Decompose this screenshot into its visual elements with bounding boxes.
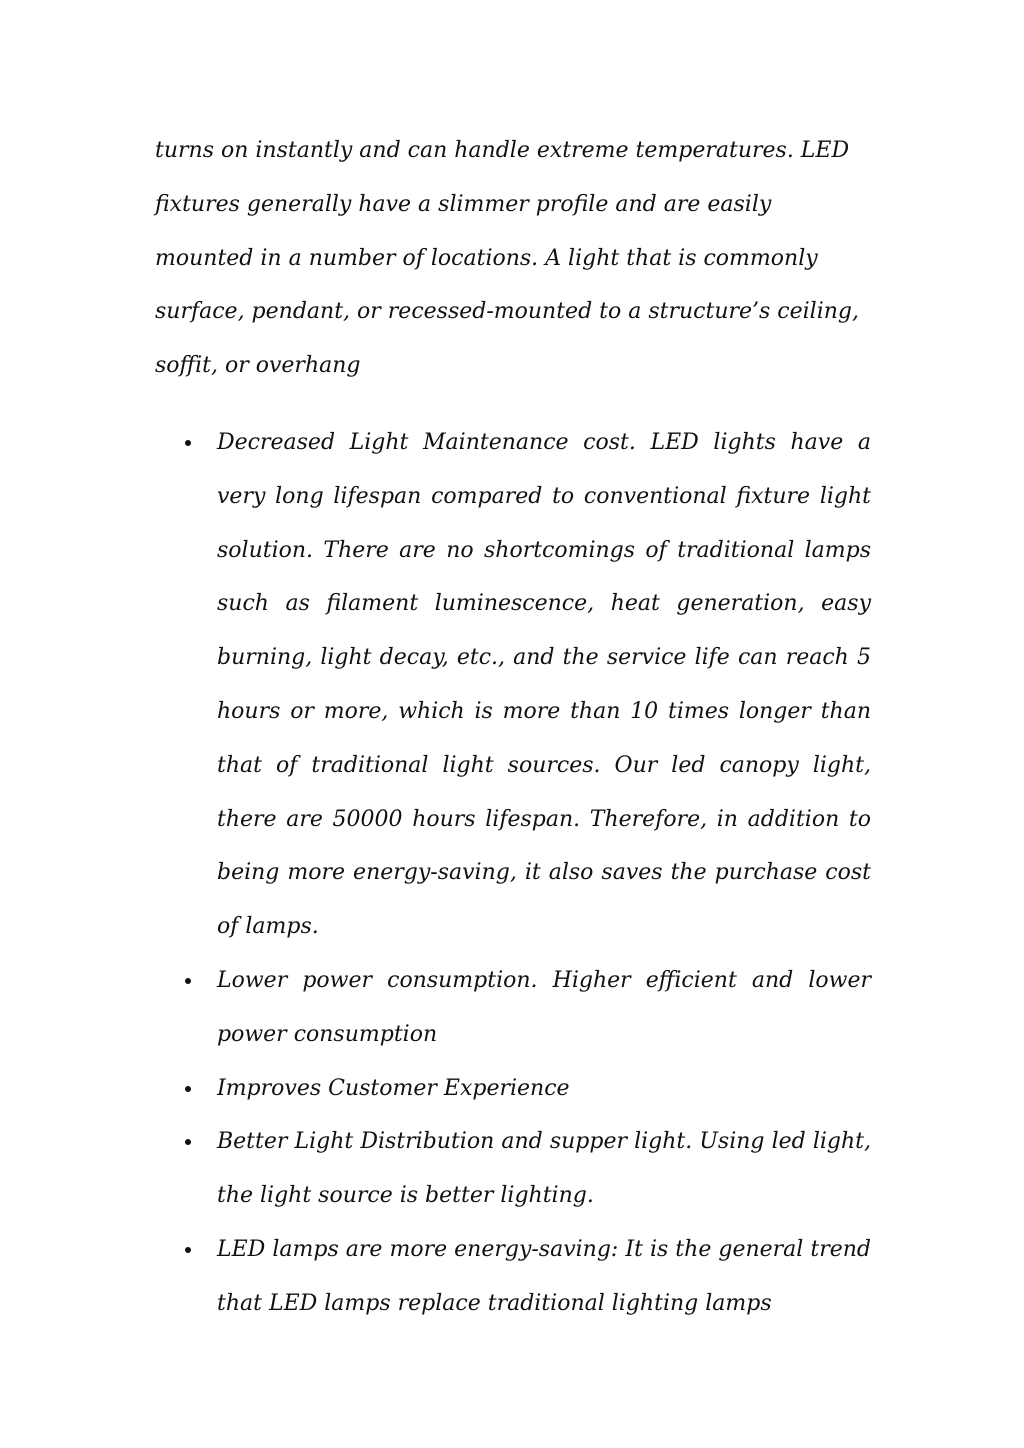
intro-line: soffit, or overhang	[155, 353, 361, 379]
list-item-text: Decreased Light Maintenance cost. LED lights have a very long lifespan compared to conventional fixture light solution. There are no shortcomings of traditional lamps such as filament luminescence, heat generation, easy burning, light decay, etc., and the service life can reach 5 hours or more, which is more than 10 times longer than that of traditional light sources. Our led canopy light, there are 50000 hours lifespan. Therefore, in addition to being more energy-saving, it also saves the purchase cost of lamps.	[217, 429, 871, 940]
list-item	[155, 1223, 871, 1331]
intro-line: surface, pendant, or recessed-mounted to a structure’s ceiling,	[155, 299, 859, 325]
list-item	[155, 1062, 871, 1116]
list-item	[155, 954, 871, 1062]
benefits-list	[155, 416, 885, 1331]
list-item	[155, 416, 871, 954]
list-item	[155, 1115, 871, 1223]
intro-paragraph	[155, 124, 885, 393]
intro-line: mounted in a number of locations. A light that is commonly	[155, 245, 818, 271]
intro-line: fixtures generally have a slimmer profile and are easily	[155, 191, 772, 217]
list-item-text: Better Light Distribution and supper light. Using led light, the light source is better lighting.	[217, 1129, 871, 1209]
bullet-icon	[185, 978, 191, 984]
bullet-icon	[185, 1247, 191, 1253]
bullet-icon	[185, 440, 191, 446]
list-item-text: Lower power consumption. Higher efficient and lower power consumption	[217, 967, 871, 1047]
list-item-text: Improves Customer Experience	[217, 1075, 570, 1101]
bullet-icon	[185, 1086, 191, 1092]
bullet-icon	[185, 1139, 191, 1145]
list-item-text: LED lamps are more energy-saving: It is the general trend that LED lamps replace traditional lighting lamps	[217, 1236, 871, 1316]
document-body	[155, 124, 885, 1331]
intro-line: turns on instantly and can handle extreme temperatures. LED	[155, 138, 850, 163]
